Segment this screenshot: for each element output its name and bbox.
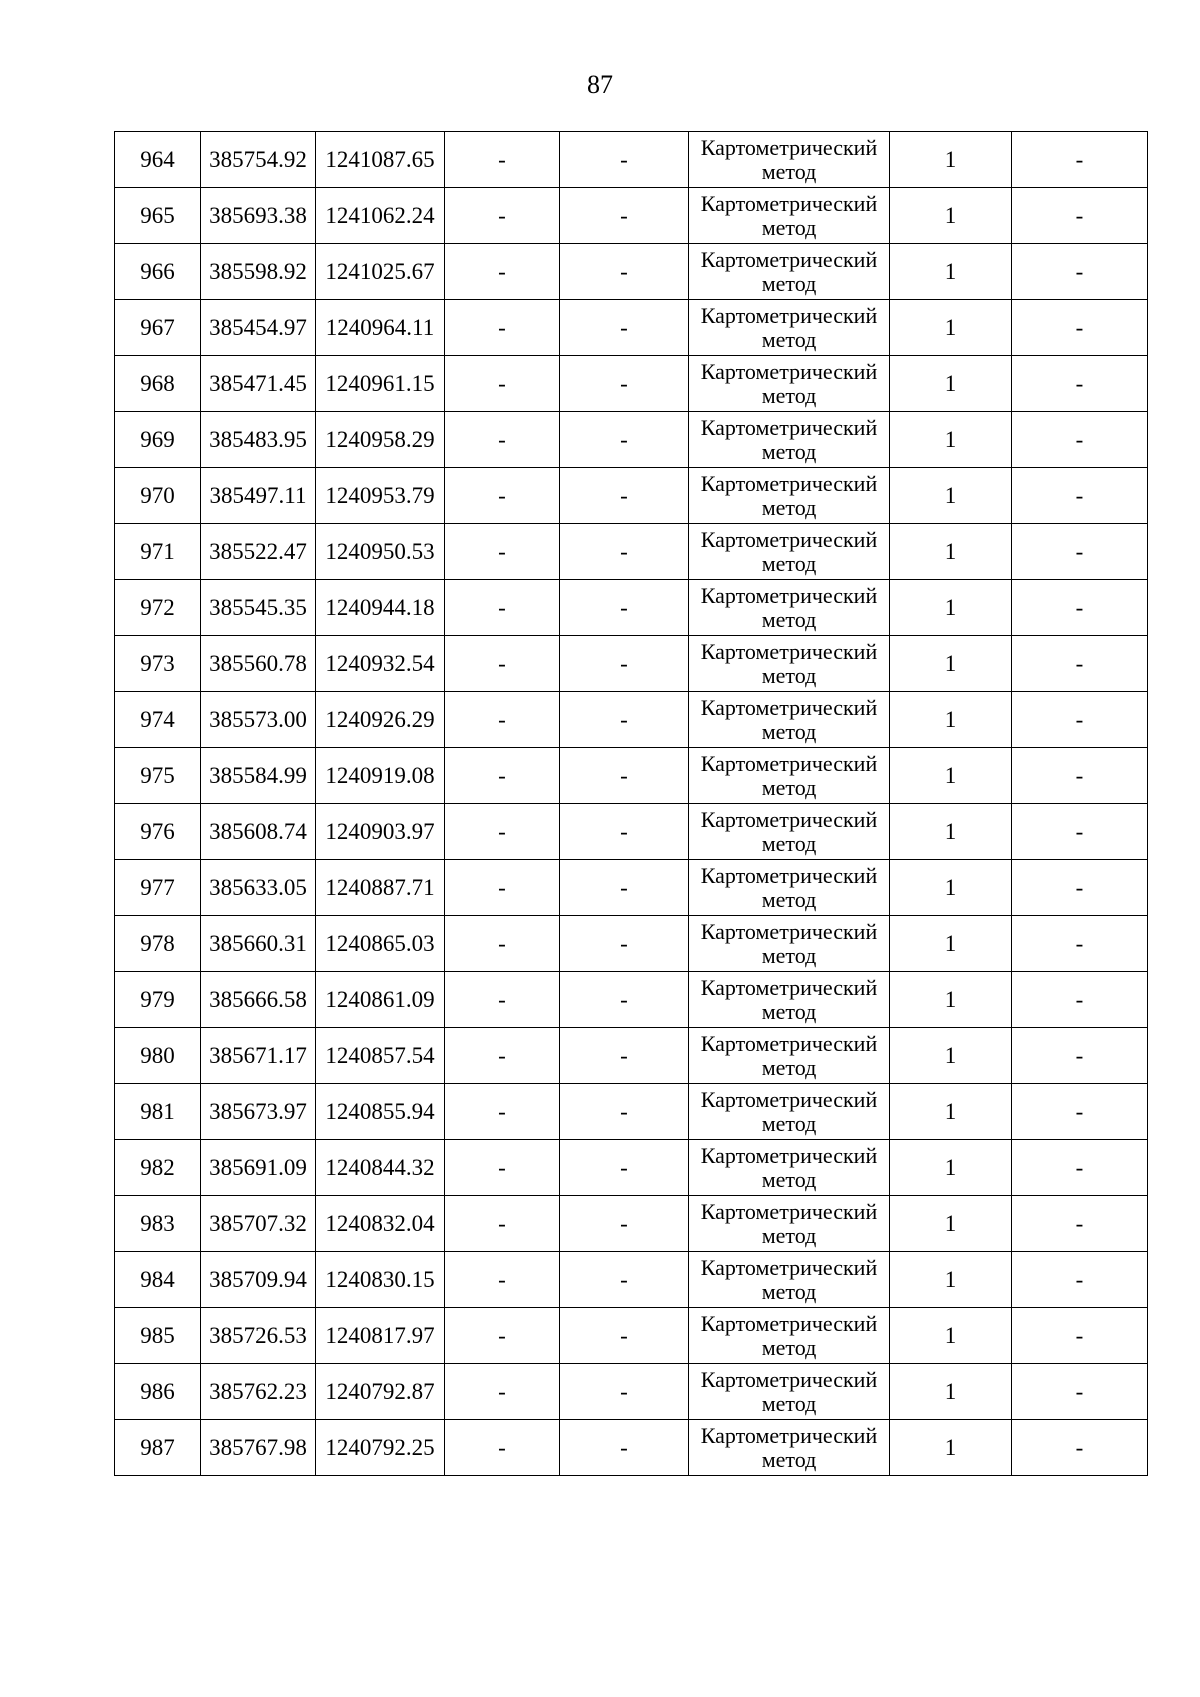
- x-coordinate-cell: 385454.97: [201, 300, 316, 356]
- x-coordinate-cell: 385673.97: [201, 1084, 316, 1140]
- table-row: [115, 1364, 1148, 1420]
- empty-cell-a: -: [445, 860, 560, 916]
- empty-cell-b: -: [560, 636, 689, 692]
- table-row: [115, 804, 1148, 860]
- empty-cell-c: -: [1012, 1196, 1148, 1252]
- point-number-cell: 984: [115, 1252, 201, 1308]
- empty-cell-c: -: [1012, 1084, 1148, 1140]
- method-cell: Картометрический метод: [689, 356, 890, 412]
- method-cell: Картометрический метод: [689, 580, 890, 636]
- empty-cell-c: -: [1012, 300, 1148, 356]
- page-number: 87: [587, 70, 613, 99]
- x-coordinate-cell: 385767.98: [201, 1420, 316, 1476]
- empty-cell-b: -: [560, 524, 689, 580]
- coordinates-table: [114, 131, 1148, 1476]
- method-cell: Картометрический метод: [689, 1308, 890, 1364]
- x-coordinate-cell: 385497.11: [201, 468, 316, 524]
- empty-cell-c: -: [1012, 1364, 1148, 1420]
- method-cell: Картометрический метод: [689, 188, 890, 244]
- y-coordinate-cell: 1240844.32: [316, 1140, 445, 1196]
- y-coordinate-cell: 1240855.94: [316, 1084, 445, 1140]
- table-row: [115, 132, 1148, 188]
- empty-cell-c: -: [1012, 1308, 1148, 1364]
- y-coordinate-cell: 1240944.18: [316, 580, 445, 636]
- point-number-cell: 965: [115, 188, 201, 244]
- accuracy-cell: 1: [890, 1420, 1012, 1476]
- point-number-cell: 972: [115, 580, 201, 636]
- accuracy-cell: 1: [890, 188, 1012, 244]
- empty-cell-c: -: [1012, 468, 1148, 524]
- method-cell: Картометрический метод: [689, 524, 890, 580]
- empty-cell-b: -: [560, 412, 689, 468]
- table-row: [115, 860, 1148, 916]
- empty-cell-b: -: [560, 748, 689, 804]
- point-number-cell: 976: [115, 804, 201, 860]
- empty-cell-a: -: [445, 412, 560, 468]
- y-coordinate-cell: 1240950.53: [316, 524, 445, 580]
- method-cell: Картометрический метод: [689, 972, 890, 1028]
- empty-cell-b: -: [560, 132, 689, 188]
- accuracy-cell: 1: [890, 636, 1012, 692]
- empty-cell-a: -: [445, 1196, 560, 1252]
- accuracy-cell: 1: [890, 972, 1012, 1028]
- empty-cell-c: -: [1012, 580, 1148, 636]
- empty-cell-a: -: [445, 1252, 560, 1308]
- empty-cell-a: -: [445, 972, 560, 1028]
- y-coordinate-cell: 1240953.79: [316, 468, 445, 524]
- x-coordinate-cell: 385666.58: [201, 972, 316, 1028]
- empty-cell-a: -: [445, 748, 560, 804]
- point-number-cell: 985: [115, 1308, 201, 1364]
- table-row: [115, 188, 1148, 244]
- point-number-cell: 971: [115, 524, 201, 580]
- accuracy-cell: 1: [890, 468, 1012, 524]
- empty-cell-c: -: [1012, 356, 1148, 412]
- point-number-cell: 979: [115, 972, 201, 1028]
- y-coordinate-cell: 1240830.15: [316, 1252, 445, 1308]
- empty-cell-c: -: [1012, 1252, 1148, 1308]
- method-cell: Картометрический метод: [689, 1140, 890, 1196]
- empty-cell-b: -: [560, 1084, 689, 1140]
- empty-cell-a: -: [445, 1364, 560, 1420]
- empty-cell-c: -: [1012, 1028, 1148, 1084]
- table-row: [115, 1196, 1148, 1252]
- empty-cell-a: -: [445, 132, 560, 188]
- empty-cell-c: -: [1012, 412, 1148, 468]
- empty-cell-b: -: [560, 972, 689, 1028]
- point-number-cell: 974: [115, 692, 201, 748]
- empty-cell-a: -: [445, 524, 560, 580]
- method-cell: Картометрический метод: [689, 1252, 890, 1308]
- accuracy-cell: 1: [890, 1364, 1012, 1420]
- accuracy-cell: 1: [890, 412, 1012, 468]
- table-row: [115, 916, 1148, 972]
- method-cell: Картометрический метод: [689, 468, 890, 524]
- accuracy-cell: 1: [890, 1028, 1012, 1084]
- table-row: [115, 972, 1148, 1028]
- empty-cell-a: -: [445, 1420, 560, 1476]
- point-number-cell: 968: [115, 356, 201, 412]
- empty-cell-b: -: [560, 1364, 689, 1420]
- x-coordinate-cell: 385691.09: [201, 1140, 316, 1196]
- empty-cell-b: -: [560, 1028, 689, 1084]
- empty-cell-b: -: [560, 1420, 689, 1476]
- empty-cell-b: -: [560, 356, 689, 412]
- accuracy-cell: 1: [890, 132, 1012, 188]
- point-number-cell: 987: [115, 1420, 201, 1476]
- method-cell: Картометрический метод: [689, 244, 890, 300]
- table-row: [115, 580, 1148, 636]
- point-number-cell: 964: [115, 132, 201, 188]
- empty-cell-b: -: [560, 1252, 689, 1308]
- point-number-cell: 983: [115, 1196, 201, 1252]
- y-coordinate-cell: 1240792.87: [316, 1364, 445, 1420]
- empty-cell-a: -: [445, 188, 560, 244]
- empty-cell-c: -: [1012, 188, 1148, 244]
- x-coordinate-cell: 385560.78: [201, 636, 316, 692]
- empty-cell-b: -: [560, 1196, 689, 1252]
- empty-cell-a: -: [445, 356, 560, 412]
- y-coordinate-cell: 1240817.97: [316, 1308, 445, 1364]
- empty-cell-c: -: [1012, 804, 1148, 860]
- table-row: [115, 748, 1148, 804]
- y-coordinate-cell: 1241025.67: [316, 244, 445, 300]
- y-coordinate-cell: 1240926.29: [316, 692, 445, 748]
- empty-cell-a: -: [445, 468, 560, 524]
- y-coordinate-cell: 1240964.11: [316, 300, 445, 356]
- y-coordinate-cell: 1240958.29: [316, 412, 445, 468]
- point-number-cell: 986: [115, 1364, 201, 1420]
- point-number-cell: 969: [115, 412, 201, 468]
- y-coordinate-cell: 1240857.54: [316, 1028, 445, 1084]
- y-coordinate-cell: 1240961.15: [316, 356, 445, 412]
- x-coordinate-cell: 385762.23: [201, 1364, 316, 1420]
- x-coordinate-cell: 385483.95: [201, 412, 316, 468]
- empty-cell-a: -: [445, 244, 560, 300]
- y-coordinate-cell: 1240919.08: [316, 748, 445, 804]
- y-coordinate-cell: 1240903.97: [316, 804, 445, 860]
- point-number-cell: 980: [115, 1028, 201, 1084]
- empty-cell-c: -: [1012, 1140, 1148, 1196]
- y-coordinate-cell: 1240792.25: [316, 1420, 445, 1476]
- x-coordinate-cell: 385522.47: [201, 524, 316, 580]
- table-row: [115, 1308, 1148, 1364]
- accuracy-cell: 1: [890, 580, 1012, 636]
- empty-cell-c: -: [1012, 244, 1148, 300]
- x-coordinate-cell: 385584.99: [201, 748, 316, 804]
- empty-cell-a: -: [445, 1140, 560, 1196]
- empty-cell-c: -: [1012, 692, 1148, 748]
- method-cell: Картометрический метод: [689, 132, 890, 188]
- empty-cell-b: -: [560, 860, 689, 916]
- method-cell: Картометрический метод: [689, 748, 890, 804]
- method-cell: Картометрический метод: [689, 692, 890, 748]
- accuracy-cell: 1: [890, 356, 1012, 412]
- accuracy-cell: 1: [890, 244, 1012, 300]
- table-row: [115, 524, 1148, 580]
- method-cell: Картометрический метод: [689, 1028, 890, 1084]
- x-coordinate-cell: 385671.17: [201, 1028, 316, 1084]
- empty-cell-a: -: [445, 1308, 560, 1364]
- table-row: [115, 412, 1148, 468]
- accuracy-cell: 1: [890, 804, 1012, 860]
- method-cell: Картометрический метод: [689, 636, 890, 692]
- table-row: [115, 300, 1148, 356]
- empty-cell-c: -: [1012, 748, 1148, 804]
- x-coordinate-cell: 385598.92: [201, 244, 316, 300]
- empty-cell-c: -: [1012, 524, 1148, 580]
- x-coordinate-cell: 385709.94: [201, 1252, 316, 1308]
- table-row: [115, 1084, 1148, 1140]
- empty-cell-b: -: [560, 580, 689, 636]
- empty-cell-b: -: [560, 244, 689, 300]
- accuracy-cell: 1: [890, 300, 1012, 356]
- accuracy-cell: 1: [890, 1140, 1012, 1196]
- empty-cell-a: -: [445, 1028, 560, 1084]
- x-coordinate-cell: 385726.53: [201, 1308, 316, 1364]
- empty-cell-c: -: [1012, 916, 1148, 972]
- table-row: [115, 244, 1148, 300]
- empty-cell-a: -: [445, 580, 560, 636]
- point-number-cell: 978: [115, 916, 201, 972]
- empty-cell-b: -: [560, 300, 689, 356]
- empty-cell-b: -: [560, 1308, 689, 1364]
- method-cell: Картометрический метод: [689, 1084, 890, 1140]
- point-number-cell: 981: [115, 1084, 201, 1140]
- x-coordinate-cell: 385608.74: [201, 804, 316, 860]
- empty-cell-a: -: [445, 300, 560, 356]
- y-coordinate-cell: 1240861.09: [316, 972, 445, 1028]
- x-coordinate-cell: 385693.38: [201, 188, 316, 244]
- empty-cell-a: -: [445, 692, 560, 748]
- method-cell: Картометрический метод: [689, 412, 890, 468]
- accuracy-cell: 1: [890, 916, 1012, 972]
- empty-cell-a: -: [445, 1084, 560, 1140]
- x-coordinate-cell: 385660.31: [201, 916, 316, 972]
- empty-cell-a: -: [445, 636, 560, 692]
- method-cell: Картометрический метод: [689, 1364, 890, 1420]
- x-coordinate-cell: 385545.35: [201, 580, 316, 636]
- empty-cell-c: -: [1012, 132, 1148, 188]
- x-coordinate-cell: 385707.32: [201, 1196, 316, 1252]
- point-number-cell: 975: [115, 748, 201, 804]
- empty-cell-b: -: [560, 692, 689, 748]
- point-number-cell: 970: [115, 468, 201, 524]
- accuracy-cell: 1: [890, 692, 1012, 748]
- accuracy-cell: 1: [890, 524, 1012, 580]
- method-cell: Картометрический метод: [689, 804, 890, 860]
- table-row: [115, 356, 1148, 412]
- accuracy-cell: 1: [890, 748, 1012, 804]
- table-row: [115, 692, 1148, 748]
- x-coordinate-cell: 385754.92: [201, 132, 316, 188]
- empty-cell-a: -: [445, 916, 560, 972]
- table-row: [115, 1140, 1148, 1196]
- point-number-cell: 982: [115, 1140, 201, 1196]
- method-cell: Картометрический метод: [689, 916, 890, 972]
- empty-cell-c: -: [1012, 636, 1148, 692]
- empty-cell-c: -: [1012, 1420, 1148, 1476]
- empty-cell-b: -: [560, 804, 689, 860]
- accuracy-cell: 1: [890, 1308, 1012, 1364]
- empty-cell-c: -: [1012, 972, 1148, 1028]
- y-coordinate-cell: 1240887.71: [316, 860, 445, 916]
- y-coordinate-cell: 1240832.04: [316, 1196, 445, 1252]
- y-coordinate-cell: 1241062.24: [316, 188, 445, 244]
- table-body: [115, 132, 1148, 1476]
- x-coordinate-cell: 385573.00: [201, 692, 316, 748]
- table-row: [115, 1028, 1148, 1084]
- table-row: [115, 1252, 1148, 1308]
- point-number-cell: 977: [115, 860, 201, 916]
- point-number-cell: 967: [115, 300, 201, 356]
- x-coordinate-cell: 385633.05: [201, 860, 316, 916]
- accuracy-cell: 1: [890, 1252, 1012, 1308]
- point-number-cell: 973: [115, 636, 201, 692]
- table-row: [115, 1420, 1148, 1476]
- empty-cell-b: -: [560, 916, 689, 972]
- empty-cell-b: -: [560, 1140, 689, 1196]
- empty-cell-b: -: [560, 468, 689, 524]
- empty-cell-c: -: [1012, 860, 1148, 916]
- empty-cell-a: -: [445, 804, 560, 860]
- accuracy-cell: 1: [890, 1196, 1012, 1252]
- accuracy-cell: 1: [890, 860, 1012, 916]
- accuracy-cell: 1: [890, 1084, 1012, 1140]
- table-row: [115, 636, 1148, 692]
- y-coordinate-cell: 1241087.65: [316, 132, 445, 188]
- method-cell: Картометрический метод: [689, 860, 890, 916]
- y-coordinate-cell: 1240932.54: [316, 636, 445, 692]
- method-cell: Картометрический метод: [689, 1196, 890, 1252]
- table-row: [115, 468, 1148, 524]
- method-cell: Картометрический метод: [689, 1420, 890, 1476]
- y-coordinate-cell: 1240865.03: [316, 916, 445, 972]
- point-number-cell: 966: [115, 244, 201, 300]
- x-coordinate-cell: 385471.45: [201, 356, 316, 412]
- empty-cell-b: -: [560, 188, 689, 244]
- method-cell: Картометрический метод: [689, 300, 890, 356]
